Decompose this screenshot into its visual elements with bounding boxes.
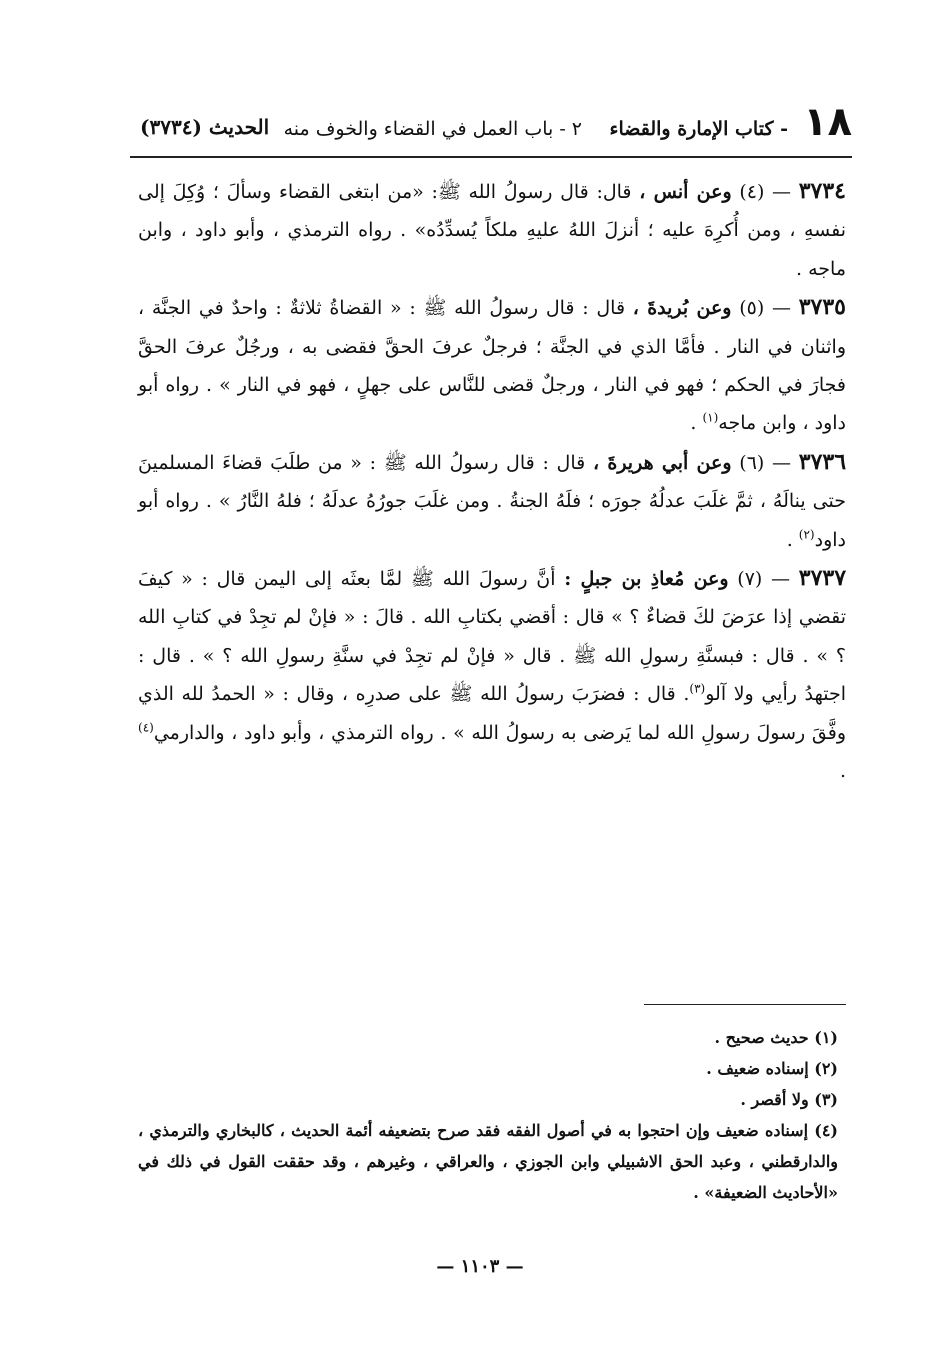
hadith-narrator: وعن مُعاذِ بن جبلٍ : [564, 568, 729, 591]
chapter-title: ٢ - باب العمل في القضاء والخوف منه [283, 118, 582, 140]
hadith-text: قال : قال رسولُ الله ﷺ : « من طلَبَ قضاءَ المسلمينَ حتى ينالَهُ ، ثمَّ غلَبَ عدلُهُ جورَه ؛ فلَهُ الجنةُ . ومن غلَبَ جورُهُ عدلَهُ ؛ فلهُ النَّارُ » . رواه أبو داود [138, 451, 846, 551]
hadith-text-continued: . قال : فضرَبَ رسولُ الله ﷺ على صدرِه ، وقال : « الحمدُ لله الذي وفَّقَ رسولَ رسولِ الله لما يَرضى به رسولُ الله » . رواه الترمذي ، وأبو داود ، والدارمي [138, 683, 846, 744]
hadith-subnumber: — (٦) [739, 451, 792, 474]
footnote-ref: (٣) [689, 681, 706, 696]
chapter-number: ١٨ [803, 99, 852, 145]
page-number: — ١١٠٣ — [436, 1256, 524, 1277]
hadith-number: ٣٧٣٧ [798, 565, 847, 592]
hadith-end: . [690, 412, 703, 435]
hadith-narrator: وعن بُريدةَ ، [632, 297, 732, 320]
hadith-subnumber: — (٥) [739, 297, 791, 320]
hadith-3736 [138, 443, 846, 559]
footnotes [138, 1022, 838, 1208]
hadith-number: ٣٧٣٥ [798, 294, 846, 321]
footnote-3: (٣) ولا أقصر . [740, 1090, 838, 1109]
hadith-3737 [138, 559, 846, 790]
footnote-ref: (٢) [798, 527, 815, 542]
hadith-narrator: وعن أنس ، [639, 181, 732, 203]
footnote-ref: (١) [702, 411, 719, 426]
hadith-number: ٣٧٣٤ [798, 178, 846, 204]
footnote-ref: (٤) [138, 720, 154, 735]
footnote-1: (١) حديث صحيح . [714, 1028, 838, 1047]
hadith-text: أنَّ رسولَ الله ﷺ لمَّا بعثَه إلى اليمن قال : « كيفَ تقضي إذا عرَضَ لكَ قضاءٌ ؟ » قال : أقضي بكتابِ الله . قالَ : « فإنْ لم تجِدْ في كتابِ الله ؟ » . قال : فبسنَّةِ رسولِ الله ﷺ . قال « فإنْ لم تجِدْ في سنَّةِ رسولِ الله ؟ » . قال : اجتهدُ رأيي ولا آلو [138, 568, 846, 706]
footnote-4: (٤) إسناده ضعيف وإن احتجوا به في أصول الفقه فقد صرح بتضعيفه أئمة الحديث ، كالبخاري والترمذي ، والدارقطني ، وعبد الحق الاشبيلي وابن الجوزي ، والعراقي ، وغيرهم ، وقد حققت القول في ذلك في «الأحاديث الضعيفة» . [138, 1121, 838, 1202]
header-divider [130, 156, 852, 158]
hadith-3735 [138, 288, 846, 443]
book-title: - كتاب الإمارة والقضاء [609, 118, 788, 140]
footnote-divider [644, 1004, 846, 1005]
hadith-3734 [138, 172, 846, 288]
hadith-range: الحديث (٣٧٣٤) [140, 115, 270, 139]
main-text [138, 172, 846, 791]
hadith-end: . [839, 760, 846, 783]
hadith-subnumber: — (٤) [739, 181, 792, 203]
hadith-end: . [786, 528, 799, 551]
hadith-subnumber: — (٧) [737, 568, 791, 591]
page-header [130, 100, 852, 152]
hadith-narrator: وعن أبي هريرةَ ، [592, 451, 732, 474]
hadith-text: قال: قال رسولُ الله ﷺ: «من ابتغى القضاء وسألَ ؛ وُكِلَ إلى نفسهِ ، ومن أُكرِهَ عليه ؛ أنزلَ اللهُ عليهِ ملكاً يُسدِّدُه» . رواه الترمذي ، وأبو داود ، وابن ماجه . [138, 181, 846, 280]
hadith-number: ٣٧٣٦ [798, 448, 847, 475]
hadith-text: قال : قال رسولُ الله ﷺ : « القضاةُ ثلاثةٌ : واحدٌ في الجنَّة ، واثنان في النار . فأمَّا الذي في الجنَّة ؛ فرجلٌ عرفَ الحقَّ فقضى به ، ورجُلٌ عرفَ الحقَّ فجارَ في الحكم ؛ فهو في النار ، ورجلٌ قضى للنَّاس على جهلٍ ، فهو في النار » . رواه أبو داود ، وابن ماجه [138, 297, 846, 435]
footnote-2: (٢) إسناده ضعيف . [706, 1059, 838, 1078]
